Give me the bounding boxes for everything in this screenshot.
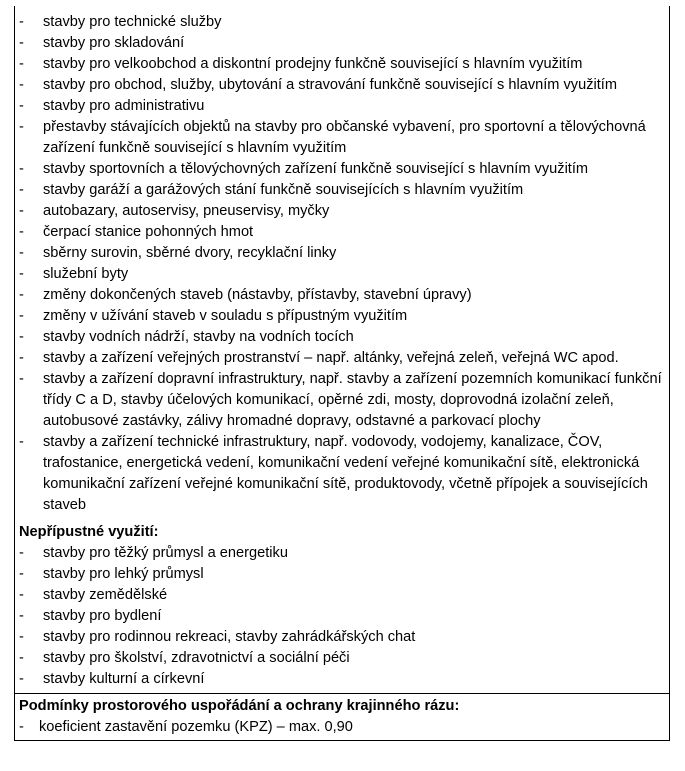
list-item: - stavby pro bydlení (19, 606, 665, 627)
list-item: - stavby pro školství, zdravotnictví a sociální péči (19, 648, 665, 669)
list-item: - stavby pro skladování (19, 33, 665, 54)
list-item: - stavby kulturní a církevní (19, 669, 665, 690)
list-item: - stavby zemědělské (19, 585, 665, 606)
prohibited-use-heading: Nepřípustné využití: (19, 524, 159, 540)
conditions-list (19, 717, 665, 738)
list-item: - sběrny surovin, sběrné dvory, recyklační linky (19, 243, 665, 264)
list-item: - stavby pro velkoobchod a diskontní prodejny funkčně související s hlavním využitím (19, 54, 665, 75)
list-item: - stavby pro administrativu (19, 96, 665, 117)
list-item: - stavby pro obchod, služby, ubytování a stravování funkčně související s hlavním využitím (19, 75, 665, 96)
list-item: - přestavby stávajících objektů na stavby pro občanské vybavení, pro sportovní a tělovýchovná zařízení funkčně související s hlavním využitím (19, 117, 665, 159)
list-item: - čerpací stanice pohonných hmot (19, 222, 665, 243)
prohibited-use-list (19, 543, 665, 690)
usage-cell (15, 6, 669, 693)
list-item: - stavby pro technické služby (19, 12, 665, 33)
conditions-heading: Podmínky prostorového uspořádání a ochrany krajinného rázu: (19, 698, 460, 714)
list-item: - stavby a zařízení veřejných prostranství – např. altánky, veřejná zeleň, veřejná WC apod. (19, 348, 665, 369)
list-item: - stavby pro lehký průmysl (19, 564, 665, 585)
list-item: - autobazary, autoservisy, pneuservisy, myčky (19, 201, 665, 222)
list-item: - stavby a zařízení dopravní infrastruktury, např. stavby a zařízení pozemních komunikací funkční třídy C a D, stavby účelových komunikací, opěrné zdi, mosty, doprovodná izolační zeleň, autobusové zastávky, zálivy hromadné dopravy, odstavné a parkovací plochy (19, 369, 665, 432)
list-item: - stavby a zařízení technické infrastruktury, např. vodovody, vodojemy, kanalizace, ČOV, trafostanice, energetická vedení, komunikační vedení veřejné komunikační sítě, elektronická komunikační zařízení veřejné komunikační sítě, produktovody, včetně přípojek a souvisejících staveb (19, 432, 665, 516)
list-item: - stavby sportovních a tělovýchovných zařízení funkčně související s hlavním využitím (19, 159, 665, 180)
conditions-cell (15, 693, 669, 740)
regulation-table (14, 6, 670, 741)
list-item: - stavby pro rodinnou rekreaci, stavby zahrádkářských chat (19, 627, 665, 648)
list-item: - změny dokončených staveb (nástavby, přístavby, stavební úpravy) (19, 285, 665, 306)
list-item: - služební byty (19, 264, 665, 285)
list-item: - stavby garáží a garážových stání funkčně souvisejících s hlavním využitím (19, 180, 665, 201)
permitted-use-list (19, 12, 665, 516)
list-item: - stavby pro těžký průmysl a energetiku (19, 543, 665, 564)
list-item: - koeficient zastavění pozemku (KPZ) – max. 0,90 (19, 717, 665, 738)
list-item: - stavby vodních nádrží, stavby na vodních tocích (19, 327, 665, 348)
list-item: - změny v užívání staveb v souladu s přípustným využitím (19, 306, 665, 327)
